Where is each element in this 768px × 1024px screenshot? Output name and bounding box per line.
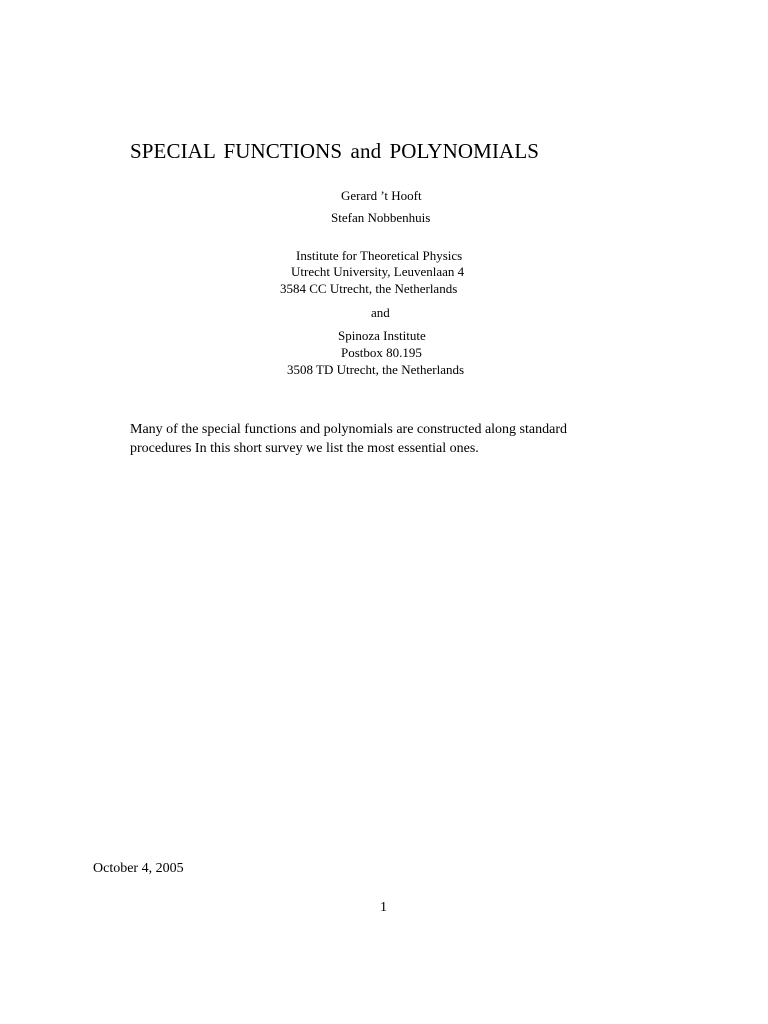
author-1: Gerard ’t Hooft: [341, 188, 422, 203]
affiliation-1-line-3: 3584 CC Utrecht, the Netherlands: [280, 281, 458, 296]
author-2: Stefan Nobbenhuis: [331, 210, 431, 225]
affiliation-2-line-1: Spinoza Institute: [338, 328, 426, 343]
affiliation-2-line-3: 3508 TD Utrecht, the Netherlands: [287, 362, 465, 377]
affiliation-1-line-2: Utrecht University, Leuvenlaan 4: [291, 264, 465, 279]
abstract-line-2: procedures In this short survey we list the most essential ones.: [130, 441, 479, 456]
conjunction-and: and: [371, 305, 390, 320]
page-number: 1: [380, 900, 387, 915]
affiliation-2-line-2: Postbox 80.195: [341, 345, 422, 360]
abstract: [130, 420, 567, 458]
affiliation-1-line-1: Institute for Theoretical Physics: [296, 248, 463, 263]
document-date: October 4, 2005: [93, 861, 184, 876]
document-title: SPECIAL FUNCTIONS and POLYNOMIALS: [130, 139, 540, 163]
abstract-line-1: Many of the special functions and polynomials are constructed along standard: [130, 422, 567, 437]
